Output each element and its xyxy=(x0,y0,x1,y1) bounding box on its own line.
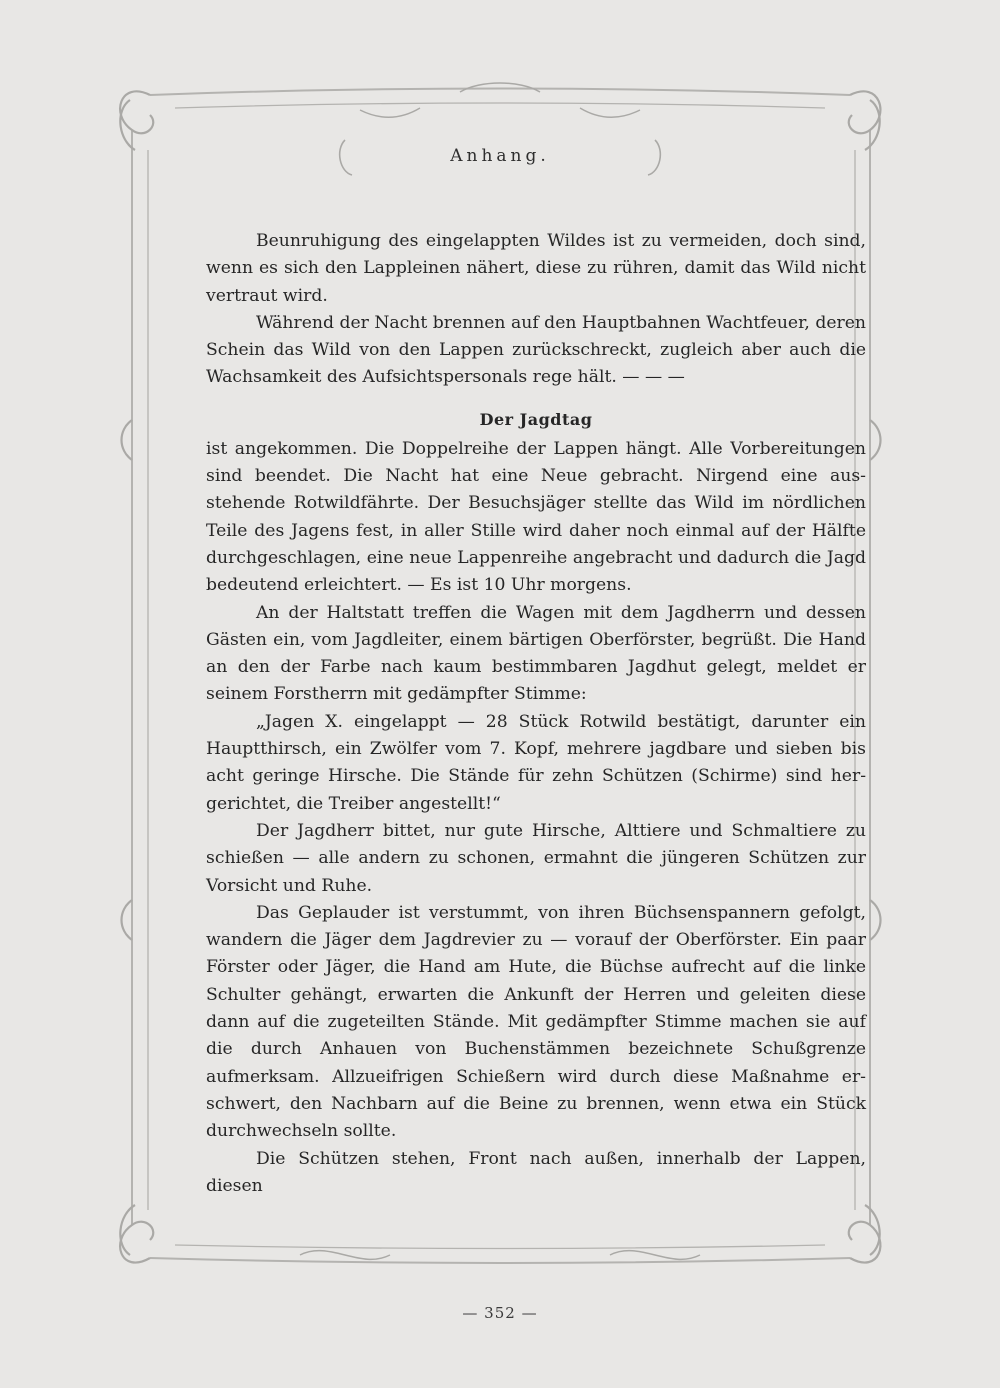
paragraph: Der Jagdherr bittet, nur gute Hirsche, Alttiere und Schmaltiere zu schießen — alle andern zu schonen, ermahnt die jüngeren Schützen zur Vorsicht und Ruhe. xyxy=(206,820,866,896)
paragraph: Die Schützen stehen, Front nach außen, innerhalb der Lappen, diesen xyxy=(206,1148,866,1196)
running-head: Anhang. xyxy=(450,146,550,166)
paragraph: Während der Nacht brennen auf den Hauptbahnen Wachtfeuer, deren Schein das Wild von den Lappen zurückschreckt, zugleich aber auch die Wachsamkeit des Aufsichtspersonals rege hält. — — — xyxy=(206,312,866,388)
page-number: — 352 — xyxy=(462,1304,538,1322)
paragraph: Beunruhigung des eingelappten Wildes ist zu vermeiden, doch sind, wenn es sich den Lappleinen nähert, diese zu rühren, damit das Wild nicht vertraut wird. xyxy=(206,231,866,306)
quoted-report: „Jagen X. eingelappt — 28 Stück Rotwild bestätigt, darunter ein Hauptthirsch, ein Zwölfer vom 7. Kopf, mehrere jagdbare und sieben bis acht geringe Hirsche. Die Stände für zehn Schützen (Schirme) sind her- gerichtet, die Treiber angestellt!“ xyxy=(206,711,866,814)
section-heading: Der Jagdtag xyxy=(479,409,593,429)
paragraph: Das Geplauder ist verstummt, von ihren Büchsenspannern gefolgt, wandern die Jäger dem Jagdrevier zu — vorauf der Oberförster. Ein paar Förster oder Jäger, die Hand am Hute, die Büchse aufrecht auf die linke Schulter gehängt, erwarten die Ankunft der Herren und geleiten diese dann auf die zugeteilten Stände. Mit gedämpfter Stimme machen sie auf die durch Anhauen von Buchenstämmen bezeichnete Schußgrenze aufmerksam. Allzueifrigen Schießern wird durch diese Maßnahme er- schwert, den Nachbarn auf die Beine zu brennen, wenn etwa ein Stück durchwechseln sollte. xyxy=(206,902,866,1142)
body-text xyxy=(206,228,866,1200)
paragraph: An der Haltstatt treffen die Wagen mit dem Jagdherrn und dessen Gästen ein, vom Jagdleiter, einem bärtigen Oberförster, begrüßt. Die Hand an den der Farbe nach kaum bestimmbaren Jagdhut gelegt, meldet er seinem Forstherrn mit gedämpfter Stimme: xyxy=(206,602,866,705)
paragraph: ist angekommen. Die Doppelreihe der Lappen hängt. Alle Vorbereitungen sind beendet. Die Nacht hat eine Neue gebracht. Nirgend eine aus- stehende Rotwildfährte. Der Besuchsjäger stellte das Wild im nördlichen Teile des Jagens fest, in aller Stille wird daher noch einmal auf der Hälfte durchgeschlagen, eine neue Lappenreihe angebracht und dadurch die Jagd bedeutend erleichtert. — Es ist 10 Uhr morgens. xyxy=(206,438,866,596)
